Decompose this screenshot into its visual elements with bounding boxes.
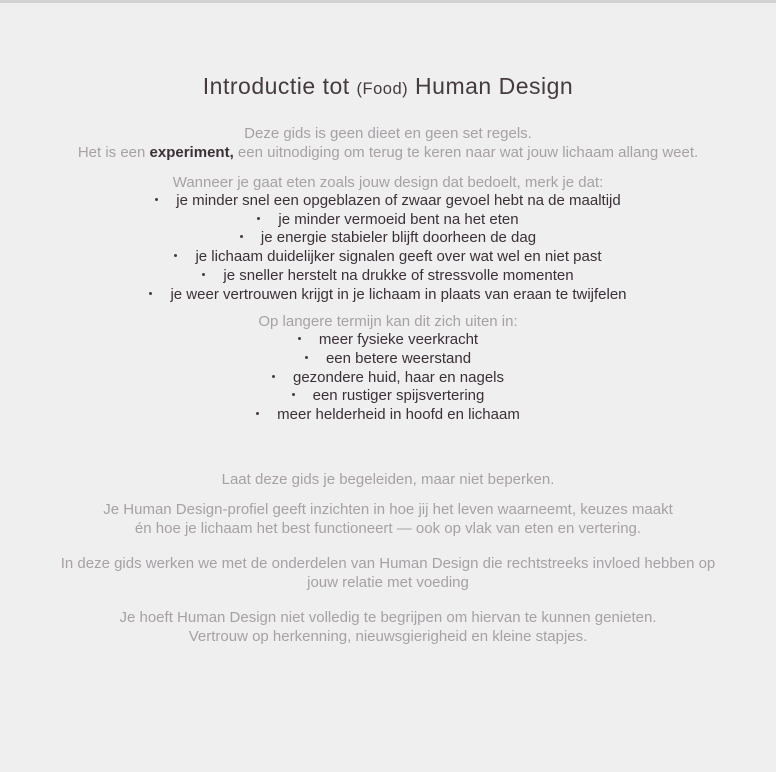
list-item-label: je weer vertrouwen krijgt in je lichaam in plaats van eraan te twijfelen <box>170 285 627 303</box>
bullet-icon <box>256 412 259 415</box>
vertical-spacer <box>18 433 758 470</box>
list-item <box>18 211 758 230</box>
title-prefix: Introductie tot <box>202 73 357 99</box>
list-item-label: je sneller herstelt na drukke of stressvolle momenten <box>223 266 574 284</box>
benefits-heading: Wanneer je gaat eten zoals jouw design dat bedoelt, merk je dat: <box>172 174 604 191</box>
intro-line2-pre: Het is een <box>77 144 150 161</box>
bullet-icon <box>292 393 295 396</box>
title-small-part: (Food) <box>356 80 409 98</box>
intro-line2-post: een uitnodiging om terug te keren naar wat jouw lichaam allang weet. <box>233 144 699 161</box>
longterm-list <box>18 331 758 425</box>
closing-p3-line1: In deze gids werken we met de onderdelen van Human Design die rechtstreeks invloed hebben op <box>60 554 716 572</box>
closing-paragraph-3 <box>18 554 758 592</box>
closing-p4-line1: Je hoeft Human Design niet volledig te begrijpen om hiervan te kunnen genieten. <box>119 608 657 626</box>
closing-p2-line1: Je Human Design-profiel geeft inzichten in hoe jij het leven waarneemt, keuzes maakt <box>103 500 673 518</box>
closing-paragraph-2 <box>18 500 758 538</box>
bullet-icon <box>240 235 243 238</box>
bullet-icon <box>305 356 308 359</box>
title-suffix: Human Design <box>408 73 574 99</box>
list-item-label: je minder snel een opgeblazen of zwaar gevoel hebt na de maaltijd <box>176 192 621 209</box>
list-item <box>18 192 758 211</box>
intro-paragraph <box>18 124 758 162</box>
list-item-label: meer helderheid in hoofd en lichaam <box>277 406 520 424</box>
list-item <box>18 369 758 388</box>
bullet-icon <box>149 292 152 295</box>
guide-page <box>18 73 758 646</box>
list-item <box>18 267 758 286</box>
top-bar <box>0 0 776 3</box>
bullet-icon <box>155 198 158 201</box>
list-item <box>18 286 758 305</box>
closing-p4-line2: Vertrouw op herkenning, nieuwsgierigheid en kleine stapjes. <box>188 627 588 645</box>
list-item-label: je energie stabieler blijft doorheen de dag <box>260 229 537 247</box>
list-item <box>18 248 758 267</box>
list-item-label: een betere weerstand <box>325 349 472 367</box>
bullet-icon <box>272 375 275 378</box>
list-item-label: een rustiger spijsvertering <box>312 387 485 405</box>
list-item <box>18 331 758 350</box>
bullet-icon <box>298 337 301 340</box>
bullet-icon <box>174 254 177 257</box>
list-item <box>18 350 758 369</box>
list-item-label: je lichaam duidelijker signalen geeft over wat wel en niet past <box>195 248 602 266</box>
closing-paragraph-1: Laat deze gids je begeleiden, maar niet beperken. <box>221 470 555 488</box>
longterm-heading: Op langere termijn kan dit zich uiten in: <box>258 313 518 331</box>
intro-experiment-emphasis: experiment, <box>149 144 234 161</box>
benefits-list <box>18 192 758 304</box>
list-item-label: meer fysieke veerkracht <box>318 331 479 349</box>
list-item-label: gezondere huid, haar en nagels <box>293 368 504 386</box>
list-item <box>18 387 758 406</box>
page-title <box>18 73 758 100</box>
closing-p3-line2: jouw relatie met voeding <box>307 573 469 591</box>
list-item <box>18 406 758 425</box>
bullet-icon <box>202 273 205 276</box>
bullet-icon <box>257 217 260 220</box>
list-item <box>18 229 758 248</box>
intro-line1: Deze gids is geen dieet en geen set regels. <box>244 125 532 142</box>
closing-paragraph-4 <box>18 608 758 646</box>
closing-p2-line2: én hoe je lichaam het best functioneert — ook op vlak van eten en vertering. <box>134 519 642 537</box>
list-item-label: je minder vermoeid bent na het eten <box>278 210 519 228</box>
